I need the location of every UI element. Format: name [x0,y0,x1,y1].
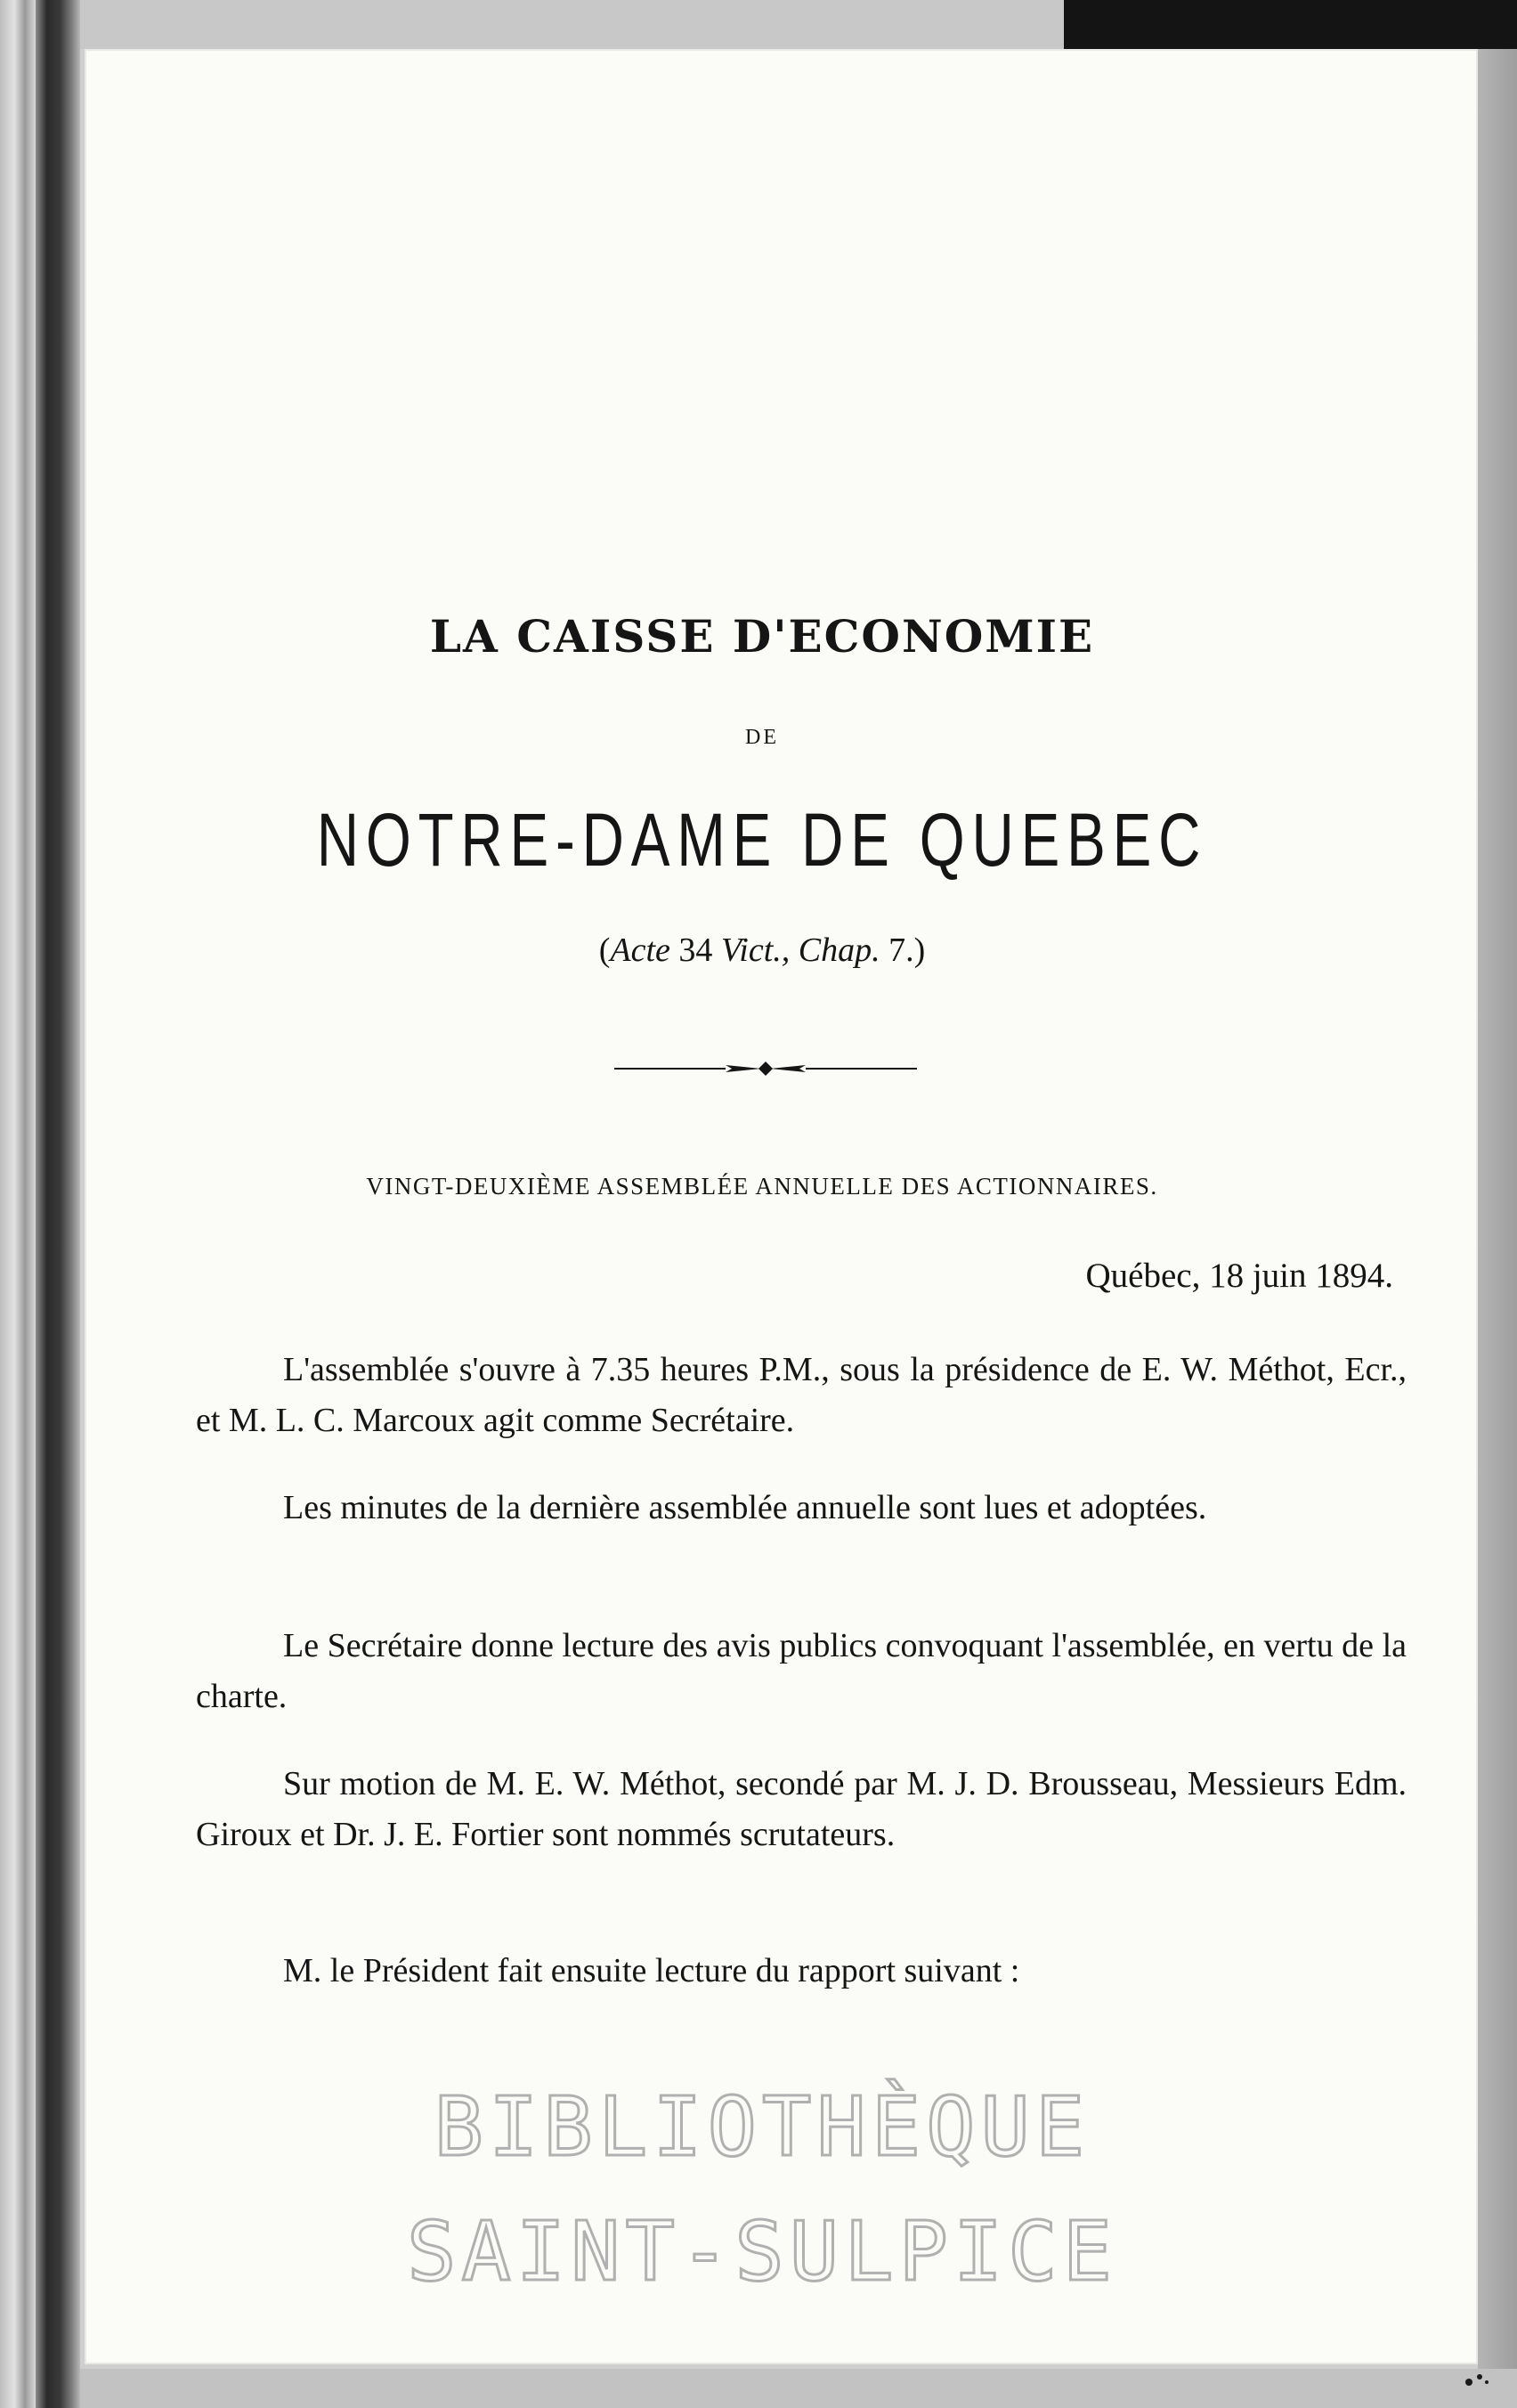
acte-italic-2: Vict., Chap. [720,931,880,969]
section-heading: VINGT-DEUXIÈME ASSEMBLÉE ANNUELLE DES ACTIONNAIRES. [366,1173,1158,1200]
paragraph-1: L'assemblée s'ouvre à 7.35 heures P.M., sous la présidence de E. W. Méthot, Ecr., et M. L. C. Marcoux agit comme Secrétaire. [196,1351,1407,1439]
document-page [85,49,1478,2364]
book-spine [36,0,80,2408]
title-line-2: DE [745,726,779,749]
library-stamp-line-2: SAINT-SULPICE [406,2204,1118,2299]
paragraph-3: Le Secrétaire donne lecture des avis publics convoquant l'assemblée, en vertu de la charte. [196,1627,1407,1715]
scan-top-dark-area [1064,0,1517,53]
scan-specks-icon [1460,2364,1513,2400]
title-line-1: LA CAISSE D'ECONOMIE [429,610,1095,663]
paragraph-4: Sur motion de M. E. W. Méthot, secondé par M. J. D. Brousseau, Messieurs Edm. Giroux et Dr. J. E. Fortier sont nommés scrutateurs. [196,1765,1407,1853]
acte-reference [85,931,1440,970]
scan-right-edge [1478,49,1517,2408]
acte-number: 34 [669,931,721,969]
scan-bottom-edge [80,2369,1517,2408]
paragraph-5: M. le Président fait ensuite lecture du rapport suivant : [283,1952,1020,1989]
acte-close: 7.) [880,931,926,969]
title-line-3: NOTRE-DAME DE QUEBEC [316,798,1208,882]
acte-open: ( [598,931,611,969]
acte-italic-1: Acte [610,931,670,969]
library-stamp-line-1: BIBLIOTHÈQUE [434,2079,1091,2175]
scan-top-strip [80,0,1064,49]
meeting-date: Québec, 18 juin 1894. [1085,1257,1393,1295]
paragraph-2: Les minutes de la dernière assemblée annuelle sont lues et adoptées. [283,1489,1207,1526]
book-left-edge [0,0,36,2408]
ornament-divider-icon [614,1055,917,1082]
